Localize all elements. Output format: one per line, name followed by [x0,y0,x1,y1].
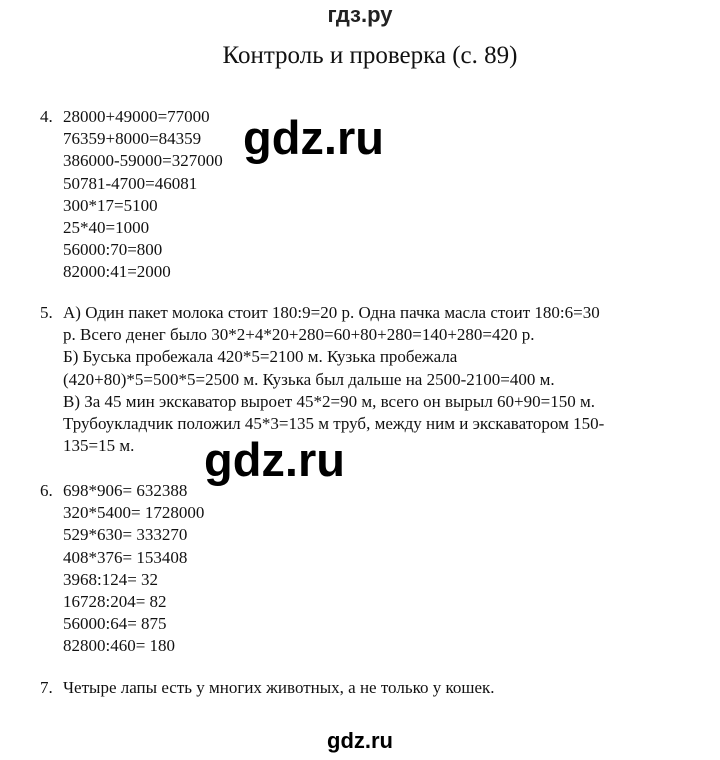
watermark: gdz.ru [243,111,384,164]
task-line: 82000:41=2000 [63,262,171,282]
task-line: 3968:124= 32 [63,569,159,589]
watermark: gdz.ru [204,433,345,486]
task-line: 56000:70=800 [63,240,163,260]
task-line: 28000+49000=77000 [63,107,210,126]
task-line: 135=15 м. [63,436,135,456]
task-7 [40,677,495,699]
task-number: 5. [40,303,53,322]
task-line: Трубоукладчик положил 45*3=135 м труб, между ним и экскаватором 150- [63,414,605,434]
task-line: р. Всего денег было 30*2+4*20+280=60+80+280=140+280=420 р. [63,325,535,345]
task-4 [40,106,223,284]
task-line: Б) Буська пробежала 420*5=2100 м. Кузька пробежала [63,347,458,367]
page-title: Контроль и проверка (с. 89) [222,42,518,69]
task-line: А) Один пакет молока стоит 180:9=20 р. Одна пачка масла стоит 180:6=30 [63,303,600,322]
task-number: 7. [40,678,53,697]
site-logo-text: гдз.ру [327,2,393,27]
task-line: Четыре лапы есть у многих животных, а не только у кошек. [63,678,495,697]
task-line: 82800:460= 180 [63,636,176,656]
task-line: 25*40=1000 [63,218,150,238]
watermark: gdz.ru [327,728,393,753]
task-line: (420+80)*5=500*5=2500 м. Кузька был дальше на 2500-2100=400 м. [63,369,555,389]
task-line: 300*17=5100 [63,195,158,215]
task-line: 56000:64= 875 [63,614,167,634]
task-line: 50781-4700=46081 [63,173,198,193]
task-line: 698*906= 632388 [63,481,188,500]
task-6 [40,480,204,658]
task-number: 4. [40,107,53,126]
task-number: 6. [40,481,53,500]
task-line: 408*376= 153408 [63,547,188,567]
task-line: 16728:204= 82 [63,592,167,612]
task-line: 320*5400= 1728000 [63,503,205,523]
task-line: 76359+8000=84359 [63,129,202,149]
task-line: 529*630= 333270 [63,525,188,545]
task-line: 386000-59000=327000 [63,151,223,171]
task-line: В) За 45 мин экскаватор выроет 45*2=90 м, всего он вырыл 60+90=150 м. [63,391,595,411]
